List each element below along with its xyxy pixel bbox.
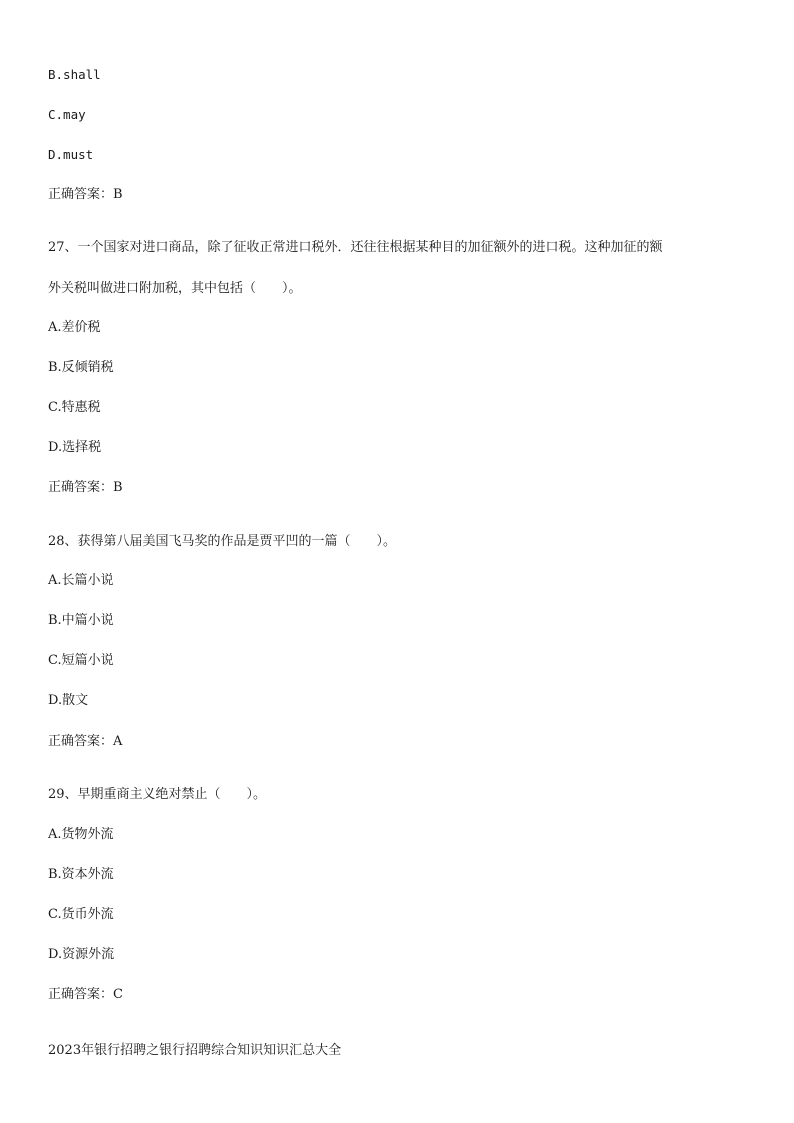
q26-option-b: B.shall xyxy=(48,67,101,82)
q29-option-c: C.货币外流 xyxy=(48,907,114,922)
q28-answer: 正确答案：A xyxy=(48,734,123,749)
q28-option-b: B.中篇小说 xyxy=(48,613,114,628)
q29-stem: 29、早期重商主义绝对禁止（ ）。 xyxy=(48,787,267,802)
q27-option-d: D.选择税 xyxy=(48,440,102,455)
q27-option-a: A.差价税 xyxy=(48,320,101,335)
q29-option-a: A.货物外流 xyxy=(48,827,114,842)
q29-option-b: B.资本外流 xyxy=(48,867,114,882)
q29-option-d: D.资源外流 xyxy=(48,947,115,962)
q29-answer: 正确答案：C xyxy=(48,987,123,1002)
q27-option-b: B.反倾销税 xyxy=(48,360,114,375)
q28-option-a: A.长篇小说 xyxy=(48,573,114,588)
q28-stem: 28、获得第八届美国飞马奖的作品是贾平凹的一篇（ ）。 xyxy=(48,534,397,549)
document-footer-title: 2023年银行招聘之银行招聘综合知识知识汇总大全 xyxy=(48,1043,342,1058)
q27-option-c: C.特惠税 xyxy=(48,400,101,415)
q27-stem-line-1: 27、一个国家对进口商品，除了征收正常进口税外．还往往根据某种目的加征额外的进口税。这种加征的额 xyxy=(48,240,663,255)
q27-stem-line-2: 外关税叫做进口附加税，其中包括（ ）。 xyxy=(48,281,302,296)
q26-option-c: C.may xyxy=(48,107,86,122)
q28-option-c: C.短篇小说 xyxy=(48,653,114,668)
q28-option-d: D.散文 xyxy=(48,693,89,708)
q27-answer: 正确答案：B xyxy=(48,480,123,495)
q26-option-d: D.must xyxy=(48,147,94,162)
q26-answer: 正确答案：B xyxy=(48,187,123,202)
